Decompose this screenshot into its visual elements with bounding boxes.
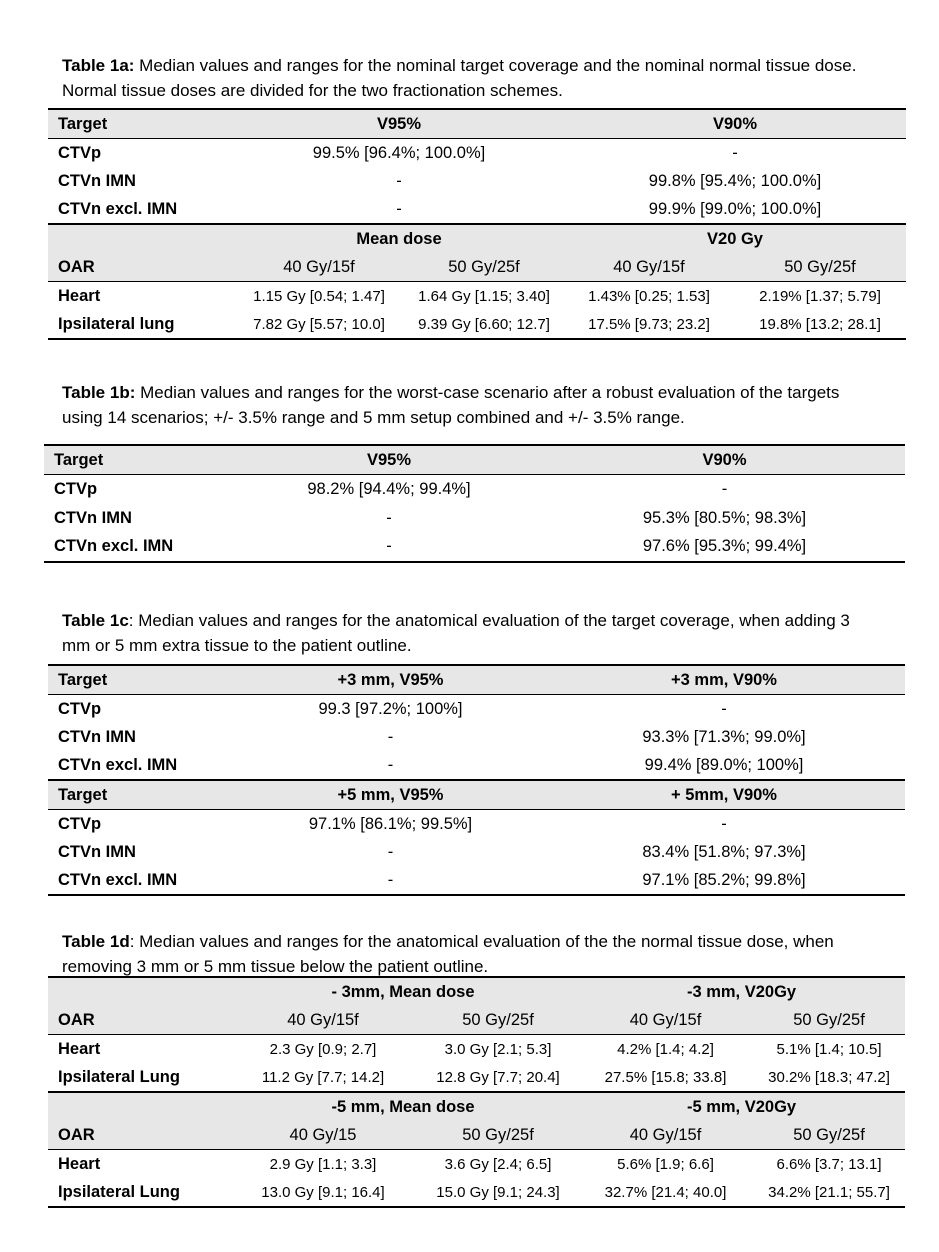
sub-header-row [48, 253, 906, 282]
header-cell: 50 Gy/25f [734, 253, 906, 282]
group-header: - 3mm, Mean dose [228, 977, 578, 1006]
table-cell: 1.43% [0.25; 1.53] [588, 287, 710, 305]
table-cell: 3.6 Gy [2.4; 6.5] [444, 1155, 552, 1173]
table-row [48, 1178, 905, 1207]
group-header: V20 Gy [564, 224, 906, 253]
table-1b [44, 444, 905, 563]
table-row [48, 723, 905, 751]
header-cell: +3 mm, V90% [543, 665, 905, 695]
table-1c [48, 664, 905, 896]
header-cell: Target [48, 109, 234, 139]
header-cell: Target [48, 780, 238, 810]
table-cell: 99.8% [95.4%; 100.0%] [648, 171, 822, 190]
row-label: CTVp [54, 480, 98, 499]
table-cell: 6.6% [3.7; 13.1] [776, 1155, 882, 1173]
table-cell: 27.5% [15.8; 33.8] [604, 1068, 727, 1086]
table-cell: 83.4% [51.8%; 97.3%] [642, 842, 806, 861]
header-cell: 40 Gy/15f [564, 253, 734, 282]
group-header: -5 mm, Mean dose [228, 1092, 578, 1121]
table-row [48, 1063, 905, 1092]
header-cell: + 5mm, V90% [543, 780, 905, 810]
table-cell: 17.5% [9.73; 23.2] [564, 310, 734, 339]
table-cell: 2.9 Gy [1.1; 3.3] [269, 1155, 377, 1173]
table-header-row [48, 665, 905, 695]
row-label: Ipsilateral Lung [48, 1178, 228, 1207]
table-row [44, 475, 905, 505]
table-cell: 2.3 Gy [0.9; 2.7] [269, 1040, 377, 1058]
group-header-row [48, 1092, 905, 1121]
caption-label: Table 1b: [62, 383, 136, 402]
table-cell: 7.82 Gy [5.57; 10.0] [234, 310, 404, 339]
header-cell: OAR [48, 1006, 228, 1035]
header-cell: 40 Gy/15f [578, 1006, 753, 1035]
table-cell: - [721, 480, 728, 499]
row-label: CTVn excl. IMN [48, 866, 238, 895]
table-row [48, 810, 905, 839]
caption-text: Median values and ranges for the nominal target coverage and the nominal normal tissue dose. Normal tissue doses are divided for the two fractionation schemes. [62, 56, 857, 100]
group-header: -5 mm, V20Gy [578, 1092, 905, 1121]
table-cell: - [396, 199, 402, 218]
header-cell: 50 Gy/25f [418, 1121, 578, 1150]
header-cell: +5 mm, V95% [238, 780, 543, 810]
table-cell: 9.39 Gy [6.60; 12.7] [404, 310, 564, 339]
table-cell: 34.2% [21.1; 55.7] [753, 1178, 905, 1207]
group-header-row [48, 224, 906, 253]
header-cell: Target [44, 445, 234, 475]
header-cell: V95% [234, 109, 564, 139]
table-1b-caption [62, 380, 882, 430]
header-cell: V90% [564, 109, 906, 139]
header-cell: 50 Gy/25f [418, 1006, 578, 1035]
table-cell: 99.3 [97.2%; 100%] [318, 699, 463, 718]
header-cell: 50 Gy/25f [404, 253, 564, 282]
group-header-row [48, 977, 905, 1006]
row-label: CTVn IMN [58, 171, 136, 190]
table-cell: 97.6% [95.3%; 99.4%] [544, 533, 905, 562]
table-cell: 5.1% [1.4; 10.5] [776, 1040, 882, 1058]
caption-text: : Median values and ranges for the anatomical evaluation of the the normal tissue dose, when removing 3 mm or 5 mm tissue below the patient outline. [62, 932, 834, 976]
table-cell: - [238, 866, 543, 895]
table-1c-caption [62, 608, 882, 658]
header-cell: 40 Gy/15f [578, 1121, 753, 1150]
table-cell: 1.15 Gy [0.54; 1.47] [253, 287, 385, 305]
row-label: Heart [58, 1039, 101, 1058]
header-cell: +3 mm, V95% [238, 665, 543, 695]
table-cell: 1.64 Gy [1.15; 3.40] [418, 287, 550, 305]
row-label: CTVn excl. IMN [58, 755, 178, 774]
table-cell: - [721, 814, 727, 833]
table-row [44, 533, 905, 562]
table-cell: 32.7% [21.4; 40.0] [578, 1178, 753, 1207]
row-label: Ipsilateral lung [48, 310, 234, 339]
header-cell: 50 Gy/25f [753, 1006, 905, 1035]
table-cell: - [387, 727, 394, 746]
caption-label: Table 1a: [62, 56, 135, 75]
row-label: CTVn IMN [54, 509, 132, 527]
table-cell: 99.5% [96.4%; 100.0%] [312, 143, 486, 162]
header-cell: V95% [234, 445, 544, 475]
table-row [48, 695, 905, 724]
table-cell: 4.2% [1.4; 4.2] [617, 1040, 714, 1058]
row-label: Ipsilateral Lung [58, 1067, 180, 1086]
header-cell: 40 Gy/15f [228, 1006, 418, 1035]
table-1a [48, 108, 906, 340]
table-cell: 95.3% [80.5%; 98.3%] [642, 509, 807, 527]
table-cell: 99.9% [99.0%; 100.0%] [648, 199, 822, 218]
table-cell: - [387, 842, 394, 861]
table-cell: - [396, 171, 402, 190]
caption-text: Median values and ranges for the worst-case scenario after a robust evaluation of the targets using 14 scenarios; +/- 3.5% range and 5 mm setup combined and +/- 3.5% range. [62, 383, 840, 427]
header-cell: Target [48, 665, 238, 695]
table-row [48, 1150, 905, 1179]
header-cell: 40 Gy/15 [228, 1121, 418, 1150]
table-cell: 30.2% [18.3; 47.2] [768, 1068, 890, 1086]
table-cell: 97.1% [86.1%; 99.5%] [308, 814, 473, 833]
table-1d-caption [62, 929, 882, 979]
row-label: CTVn excl. IMN [58, 199, 178, 218]
table-cell: - [234, 533, 544, 562]
header-cell: OAR [48, 253, 234, 282]
header-cell: V90% [544, 445, 905, 475]
table-1d [48, 976, 905, 1208]
table-row [48, 1035, 905, 1064]
caption-label: Table 1c [62, 611, 129, 630]
row-label: CTVn IMN [58, 842, 136, 861]
table-row [48, 866, 905, 895]
table-cell: 2.19% [1.37; 5.79] [759, 287, 881, 305]
table-1a-caption [62, 53, 882, 103]
table-cell: 98.2% [94.4%; 99.4%] [307, 480, 471, 499]
caption-label: Table 1d [62, 932, 130, 951]
group-header: Mean dose [234, 224, 564, 253]
table-cell: 5.6% [1.9; 6.6] [617, 1155, 714, 1173]
caption-text: : Median values and ranges for the anatomical evaluation of the target coverage, when adding 3 mm or 5 mm extra tissue to the patient outline. [62, 611, 850, 655]
sub-header-row [48, 1121, 905, 1150]
row-label: Heart [58, 1154, 101, 1173]
table-header-row [48, 780, 905, 810]
table-cell: 93.3% [71.3%; 99.0%] [642, 727, 806, 746]
row-label: CTVp [58, 814, 102, 833]
table-cell: - [387, 755, 394, 774]
table-row [48, 310, 906, 339]
table-cell: 13.0 Gy [9.1; 16.4] [228, 1178, 418, 1207]
table-cell: - [721, 699, 727, 718]
table-cell: 12.8 Gy [7.7; 20.4] [436, 1068, 560, 1086]
row-label: CTVp [58, 143, 102, 162]
table-header-row [48, 109, 906, 139]
table-cell: 99.4% [89.0%; 100%] [644, 755, 804, 774]
table-row [48, 195, 906, 224]
table-cell: - [386, 509, 392, 527]
row-label: CTVp [58, 699, 102, 718]
table-cell: 3.0 Gy [2.1; 5.3] [444, 1040, 552, 1058]
table-header-row [44, 445, 905, 475]
table-cell: 97.1% [85.2%; 99.8%] [543, 866, 905, 895]
header-cell: OAR [48, 1121, 228, 1150]
table-cell: 19.8% [13.2; 28.1] [734, 310, 906, 339]
table-row [48, 282, 906, 311]
table-row [44, 505, 905, 533]
row-label: CTVn excl. IMN [44, 533, 234, 562]
header-cell: 50 Gy/25f [753, 1121, 905, 1150]
header-cell: 40 Gy/15f [234, 253, 404, 282]
table-row [48, 838, 905, 866]
sub-header-row [48, 1006, 905, 1035]
group-header: -3 mm, V20Gy [578, 977, 905, 1006]
table-cell: 15.0 Gy [9.1; 24.3] [418, 1178, 578, 1207]
table-row [48, 167, 906, 195]
row-label: CTVn IMN [58, 727, 136, 746]
row-label: Heart [58, 286, 101, 305]
table-row [48, 139, 906, 168]
table-cell: - [732, 143, 738, 162]
table-cell: 11.2 Gy [7.7; 14.2] [261, 1068, 385, 1086]
table-row [48, 751, 905, 780]
